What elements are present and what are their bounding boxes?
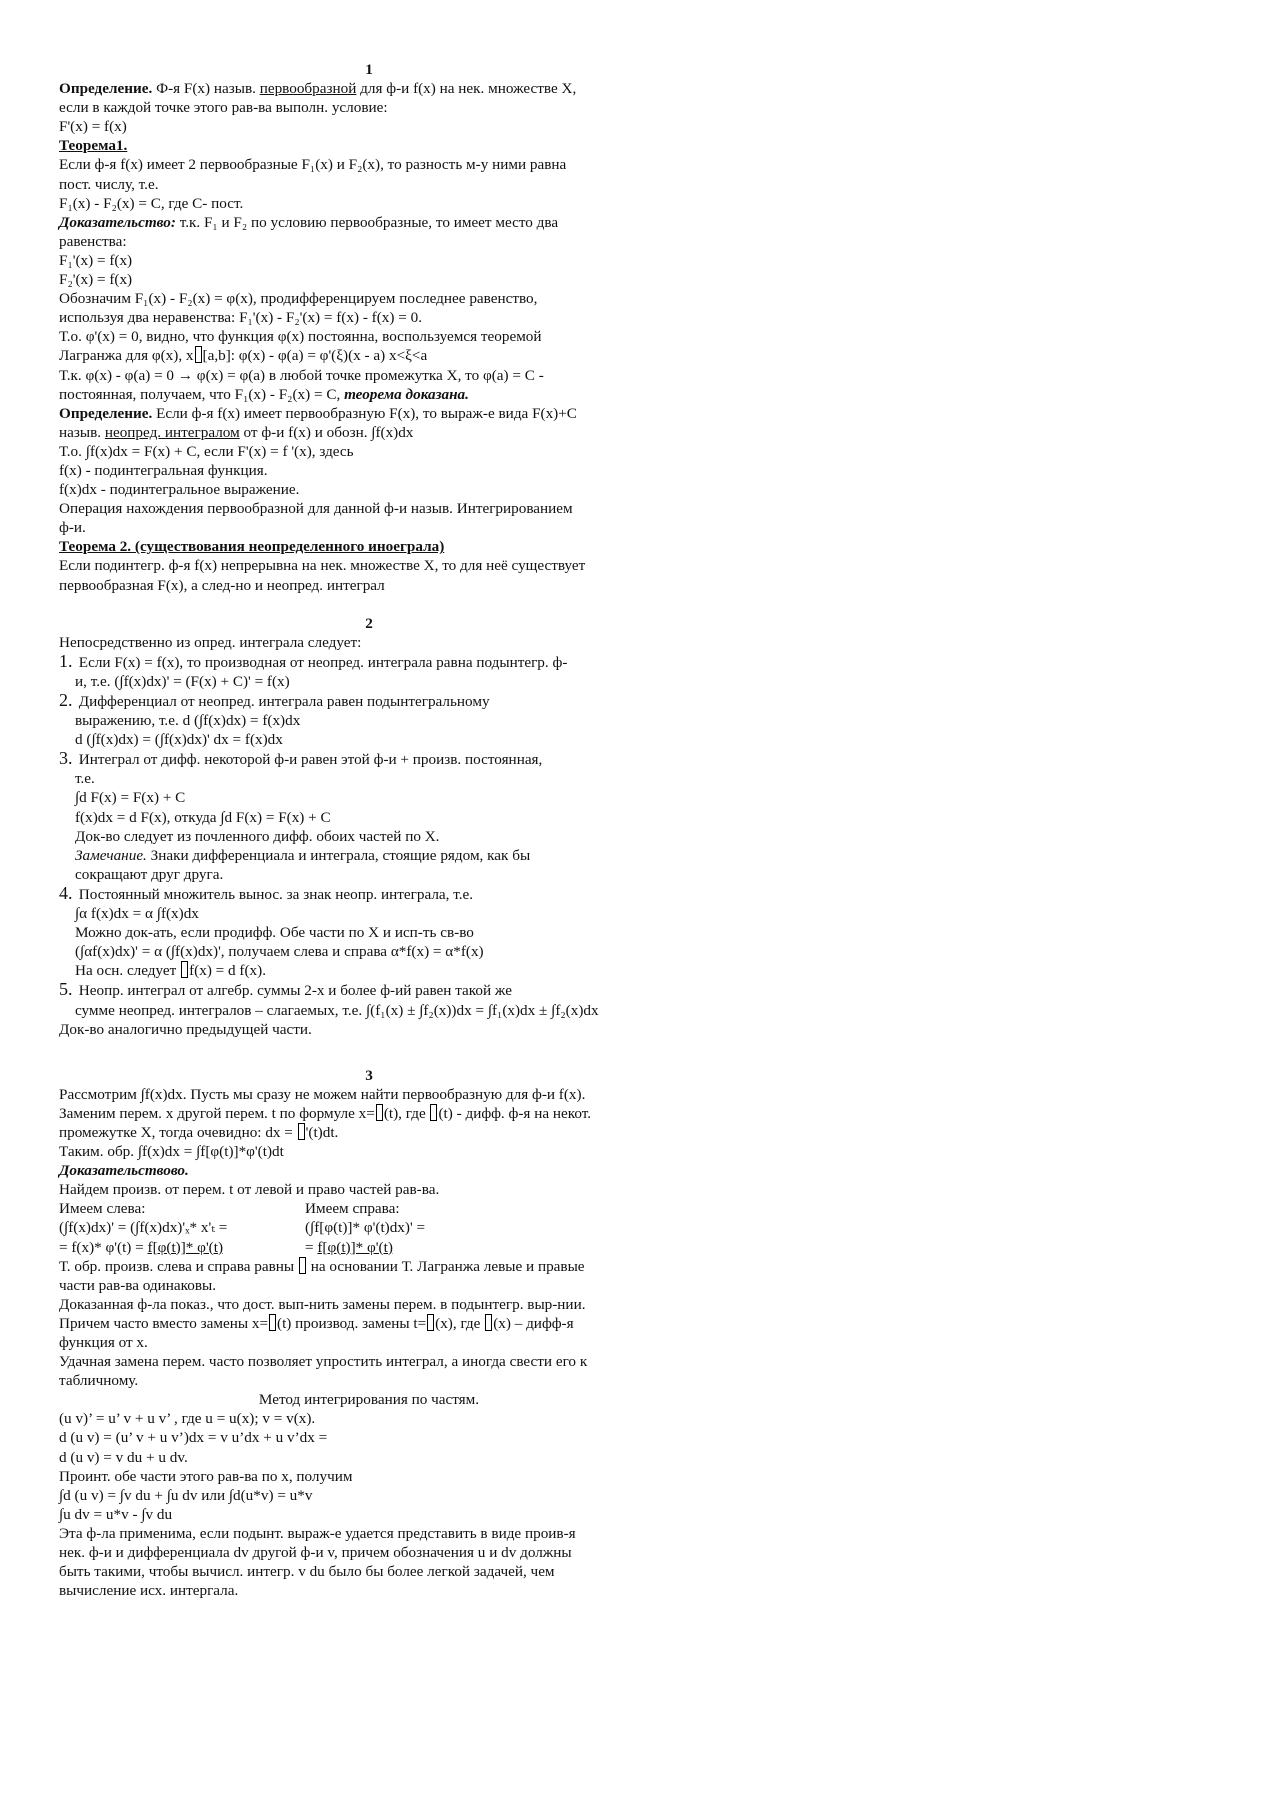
text-run: первообразной — [259, 80, 357, 98]
text-run: Можно док-ать, если продифф. Обе части по X и исп-ть св-во — [75, 924, 474, 942]
text-run: Определение. — [59, 80, 153, 98]
text-run: f(x)dx - подинтегральное выражение. — [59, 481, 300, 499]
list-item-line — [59, 923, 679, 942]
section-2-intro: Непосредственно из опред. интеграла следует: — [59, 633, 362, 651]
text-run: d (u v) = (u’ v + u v’)dx = v u’dx + u v’dx = — [59, 1429, 328, 1447]
list-item-line — [59, 904, 679, 923]
text-run: Если подинтегр. ф-я f(x) непрерывна на нек. множестве X, то для неё существует — [59, 557, 586, 575]
text-run: (t) производ. замены t= — [277, 1314, 427, 1332]
list-item-line — [59, 749, 679, 769]
two-column-row — [59, 1218, 679, 1237]
text-run: Доказательствово. — [59, 1162, 189, 1180]
text-run: ∫α f(x)dx = α ∫f(x)dx — [75, 905, 199, 923]
list-item-number: 3. — [59, 748, 73, 769]
text-line — [59, 251, 679, 270]
text-run: и, т.е. (∫f(x)dx)' = (F(x) + C)' = f(x) — [75, 672, 290, 690]
text-line — [59, 213, 679, 232]
text-line — [59, 1295, 679, 1314]
list-item-line — [59, 788, 679, 807]
list-item-number: 1. — [59, 650, 73, 671]
text-line — [59, 1428, 679, 1447]
text-run: (∫f[φ(t)]* φ'(t)dx)' = — [305, 1219, 426, 1237]
text-run: теорема доказана. — [344, 385, 469, 403]
symbol-box-icon — [298, 1123, 305, 1140]
text-line — [59, 194, 679, 213]
text-line — [59, 346, 679, 365]
text-run: Таким. обр. ∫f(x)dx = ∫f[φ(t)]*φ'(t)dt — [59, 1143, 284, 1161]
text-run: (x), где — [435, 1314, 485, 1332]
text-run: на основании Т. Лагранжа левые и правые — [306, 1257, 585, 1275]
text-line — [59, 1314, 679, 1333]
text-run: Причем часто вместо замены x= — [59, 1314, 269, 1332]
text-run: функция от x. — [59, 1334, 148, 1351]
text-run: промежутке X, тогда очевидно: dx = — [59, 1123, 297, 1141]
list-item-line — [59, 691, 679, 711]
list-item — [59, 749, 679, 884]
right-column-cell — [305, 1218, 425, 1237]
text-run: (u v)’ = u’ v + u v’ , где u = u(x); v = v(x). — [59, 1410, 316, 1428]
text-run: Дифференциал от неопред. интеграла равен подынтегральному — [75, 693, 490, 710]
list-item-number: 2. — [59, 690, 73, 710]
text-run: Постоянный множитель вынос. за знак неопр. интеграла, т.е. — [75, 885, 474, 903]
text-line — [59, 1505, 679, 1524]
list-item-number: 4. — [59, 882, 73, 903]
text-run: F'(x) = f(x) — [59, 118, 127, 136]
text-run: (t), где — [383, 1104, 430, 1122]
symbol-box-icon — [195, 346, 202, 363]
section-2-outro: Док-во аналогично предыдущей части. — [59, 1020, 312, 1038]
text-run: F₂'(x) = f(x) — [59, 271, 133, 289]
text-line — [59, 461, 679, 480]
text-run: f(x) = d f(x). — [189, 962, 266, 980]
section-3-body-b — [59, 1257, 679, 1391]
list-item-line — [59, 672, 679, 691]
text-run: Рассмотрим ∫f(x)dx. Пусть мы сразу не можем найти первообразную для ф-и f(x). — [59, 1085, 586, 1103]
two-column-row — [59, 1238, 679, 1257]
text-run: сокращают друг друга. — [75, 865, 224, 883]
list-item-number: 5. — [59, 979, 73, 1000]
list-item-line — [59, 865, 679, 884]
text-run: Имеем слева: — [59, 1200, 146, 1218]
text-line — [59, 1486, 679, 1505]
text-run: (x) – дифф-я — [493, 1314, 574, 1332]
section-1-body — [59, 79, 679, 595]
text-run: f[φ(t)]* φ'(t) — [317, 1238, 393, 1256]
text-run: вычисление исх. интергала. — [59, 1582, 239, 1600]
text-run: Интеграл от дифф. некоторой ф-и равен этой ф-и + произв. постоянная, — [75, 751, 543, 769]
text-run: Т.о. ∫f(x)dx = F(x) + C, если F'(x) = f '(x), здесь — [59, 442, 354, 460]
text-line — [59, 518, 679, 537]
text-run: = — [305, 1238, 318, 1256]
text-run: Т.о. φ'(x) = 0, видно, что функция φ(x) постоянна, воспользуемся теоремой — [59, 328, 542, 346]
text-line — [59, 1123, 679, 1142]
text-run: f(x)dx = d F(x), откуда ∫d F(x) = F(x) + C — [75, 808, 331, 826]
text-run: пост. числу, т.е. — [59, 175, 159, 193]
text-run: F₁'(x) = f(x) — [59, 251, 133, 269]
text-run: Операция нахождения первообразной для данной ф-и назыв. Интегрированием — [59, 500, 573, 518]
text-run: Т.к. φ(x) - φ(a) = 0 → φ(x) = φ(a) в любой точке промежутка X, то φ(a) = C - — [59, 366, 544, 384]
right-column-cell — [305, 1199, 400, 1218]
section-2-number: 2 — [365, 614, 373, 632]
text-line — [59, 537, 679, 556]
left-column-cell — [59, 1218, 305, 1237]
list-item — [59, 884, 679, 980]
two-column-row — [59, 1199, 679, 1218]
document-page — [59, 60, 679, 1600]
list-item-line — [59, 1001, 679, 1020]
text-run: используя два неравенства: F₁'(x) - F₂'(x) = f(x) - f(x) = 0. — [59, 309, 422, 327]
text-line — [59, 1467, 679, 1486]
symbol-box-icon — [427, 1314, 434, 1331]
text-run: d (∫f(x)dx) = (∫f(x)dx)' dx = f(x)dx — [75, 731, 283, 749]
text-line — [59, 480, 679, 499]
text-run: Лагранжа для φ(x), x — [59, 347, 194, 365]
section-gap — [59, 595, 679, 614]
symbol-box-icon — [299, 1257, 306, 1274]
text-line — [59, 556, 679, 575]
section-3-body-c — [59, 1409, 679, 1600]
method-title: Метод интегрирования по частям. — [258, 1391, 480, 1409]
text-run: части рав-ва одинаковы. — [59, 1276, 217, 1294]
text-line — [59, 442, 679, 461]
text-run: быть такими, чтобы вычисл. интегр. v du было бы более легкой задачей, чем — [59, 1563, 555, 1581]
text-line — [59, 1371, 679, 1390]
text-run: Доказательство: — [59, 213, 176, 231]
text-run: (∫αf(x)dx)' = α (∫f(x)dx)', получаем слева и справа α*f(x) = α*f(x) — [75, 943, 484, 961]
text-run: табличному. — [59, 1372, 139, 1390]
text-line — [59, 1104, 679, 1123]
text-run: равенства: — [59, 232, 127, 250]
list-item-line — [59, 942, 679, 961]
text-line — [59, 1180, 679, 1199]
text-run: (∫f(x)dx)' = (∫f(x)dx)'ₓ* x'ₜ = — [59, 1219, 228, 1237]
text-run: нек. ф-и и дифференциала dv другой ф-и v, причем обозначения u и dv должны — [59, 1544, 572, 1562]
text-line — [59, 1543, 679, 1562]
text-run: ∫d F(x) = F(x) + C — [75, 789, 186, 807]
text-line — [59, 1448, 679, 1467]
text-run: (t) - дифф. ф-я на некот. — [438, 1104, 592, 1122]
text-run: '(t)dt. — [305, 1123, 339, 1141]
text-run: неопред. интегралом — [104, 423, 240, 441]
text-run: от ф-и f(x) и обозн. ∫f(x)dx — [239, 423, 414, 441]
symbol-box-icon — [181, 961, 188, 978]
section-2-list — [59, 652, 679, 1020]
text-line — [59, 155, 679, 174]
symbol-box-icon — [485, 1314, 492, 1331]
list-item-line — [59, 846, 679, 865]
text-line — [59, 98, 679, 117]
text-run: сумме неопред. интегралов – слагаемых, т.е. ∫(f₁(x) ± ∫f₂(x))dx = ∫f₁(x)dx ± ∫f₂(x)dx — [75, 1001, 599, 1019]
list-item-line — [59, 980, 679, 1000]
text-run: Замечание. — [75, 846, 147, 864]
text-run: f(x) - подинтегральная функция. — [59, 461, 268, 479]
text-line — [59, 1352, 679, 1371]
list-item-line — [59, 808, 679, 827]
text-line — [59, 308, 679, 327]
symbol-box-icon — [376, 1104, 383, 1121]
text-line — [59, 270, 679, 289]
text-run: для ф-и f(x) на нек. множестве X, — [356, 80, 577, 98]
text-line — [59, 117, 679, 136]
text-line — [59, 1161, 679, 1180]
text-line — [59, 385, 679, 404]
text-line — [59, 423, 679, 442]
text-run: На осн. следует — [75, 962, 181, 980]
left-column-cell — [59, 1238, 305, 1257]
text-run: Доказанная ф-ла показ., что дост. вып-нить замены перем. в подынтегр. выр-нии. — [59, 1295, 586, 1313]
text-run: Док-во следует из почленного дифф. обоих частей по X. — [75, 827, 440, 845]
text-run: ∫u dv = u*v - ∫v du — [59, 1505, 173, 1523]
text-run: постоянная, получаем, что F₁(x) - F₂(x) = C, — [59, 385, 345, 403]
text-run: выражению, т.е. d (∫f(x)dx) = f(x)dx — [75, 712, 301, 730]
text-run: = f(x)* φ'(t) = — [59, 1238, 148, 1256]
right-column-cell — [305, 1238, 393, 1257]
text-run: назыв. — [59, 423, 105, 441]
text-line — [59, 289, 679, 308]
text-run: Если ф-я f(x) имеет первообразную F(x), то выраж-е вида F(x)+C — [152, 404, 577, 422]
text-run: Т. обр. произв. слева и справа равны — [59, 1257, 298, 1275]
symbol-box-icon — [430, 1104, 437, 1121]
text-line — [59, 404, 679, 423]
text-line — [59, 366, 679, 385]
text-run: ∫d (u v) = ∫v du + ∫u dv или ∫d(u*v) = u*v — [59, 1486, 313, 1504]
list-item-line — [59, 827, 679, 846]
text-line — [59, 1581, 679, 1600]
list-item — [59, 652, 679, 691]
text-line — [59, 327, 679, 346]
section-1-number: 1 — [365, 61, 373, 78]
text-line — [59, 1409, 679, 1428]
text-run: Имеем справа: — [305, 1200, 400, 1218]
text-run: т.к. F₁ и F₂ по условию первообразные, то имеет место два — [175, 213, 559, 231]
text-run: d (u v) = v du + u dv. — [59, 1448, 188, 1466]
text-run: Теорема 2. (существования неопределенного иноеграла) — [59, 538, 445, 556]
text-run: Проинт. обе части этого рав-ва по x, получим — [59, 1467, 353, 1485]
text-run: Ф-я F(x) назыв. — [152, 80, 260, 98]
text-run: Эта ф-ла применима, если подынт. выраж-е удается представить в виде проив-я — [59, 1524, 576, 1542]
symbol-box-icon — [269, 1314, 276, 1331]
section-3-body-a — [59, 1085, 679, 1200]
list-item-line — [59, 769, 679, 788]
text-line — [59, 232, 679, 251]
text-line — [59, 79, 679, 98]
text-line — [59, 1276, 679, 1295]
text-run: Заменим перем. x другой перем. t по формуле x= — [59, 1104, 375, 1122]
text-run: Теорема1. — [59, 137, 128, 155]
text-run: Знаки дифференциала и интеграла, стоящие рядом, как бы — [146, 846, 531, 864]
list-item-line — [59, 652, 679, 672]
text-line — [59, 1333, 679, 1352]
text-run: Если ф-я f(x) имеет 2 первообразные F₁(x) и F₂(x), то разность м-у ними равна — [59, 156, 567, 174]
list-item-line — [59, 884, 679, 904]
text-run: F₁(x) - F₂(x) = C, где С- пост. — [59, 194, 244, 212]
section-3-number: 3 — [365, 1066, 373, 1084]
text-run: если в каждой точке этого рав-ва выполн. условие: — [59, 99, 388, 117]
text-run: Обозначим F₁(x) - F₂(x) = φ(x), продифференцируем последнее равенство, — [59, 290, 538, 308]
section-gap — [59, 1039, 679, 1058]
text-run: первообразная F(x), а след-но и неопред. интеграл — [59, 576, 385, 594]
text-line — [59, 175, 679, 194]
text-run: [a,b]: φ(x) - φ(a) = φ'(ξ)(x - a) x<ξ<a — [202, 347, 428, 365]
text-run: Если F(x) = f(x), то производная от неопред. интеграла равна подынтегр. ф- — [75, 653, 568, 671]
list-item-line — [59, 961, 679, 980]
text-line — [59, 1257, 679, 1276]
text-run: f[φ(t)]* φ'(t) — [147, 1238, 224, 1256]
section-gap — [59, 1058, 679, 1066]
list-item-line — [59, 730, 679, 749]
text-line — [59, 576, 679, 595]
text-run: ф-и. — [59, 519, 86, 537]
text-line — [59, 1085, 679, 1104]
text-run: Определение. — [59, 404, 153, 422]
text-line — [59, 1562, 679, 1581]
text-run: Неопр. интеграл от алгебр. суммы 2-х и более ф-ий равен такой же — [75, 982, 512, 1000]
text-line — [59, 499, 679, 518]
section-3-two-columns — [59, 1199, 679, 1256]
list-item — [59, 980, 679, 1019]
text-line — [59, 1142, 679, 1161]
text-line — [59, 136, 679, 155]
left-column-cell — [59, 1199, 305, 1218]
list-item-line — [59, 711, 679, 730]
text-line — [59, 1524, 679, 1543]
text-run: Найдем произв. от перем. t от левой и право частей рав-ва. — [59, 1181, 440, 1199]
list-item — [59, 691, 679, 749]
text-run: Удачная замена перем. часто позволяет упростить интеграл, а иногда свести его к — [59, 1353, 588, 1371]
text-run: т.е. — [75, 770, 95, 788]
